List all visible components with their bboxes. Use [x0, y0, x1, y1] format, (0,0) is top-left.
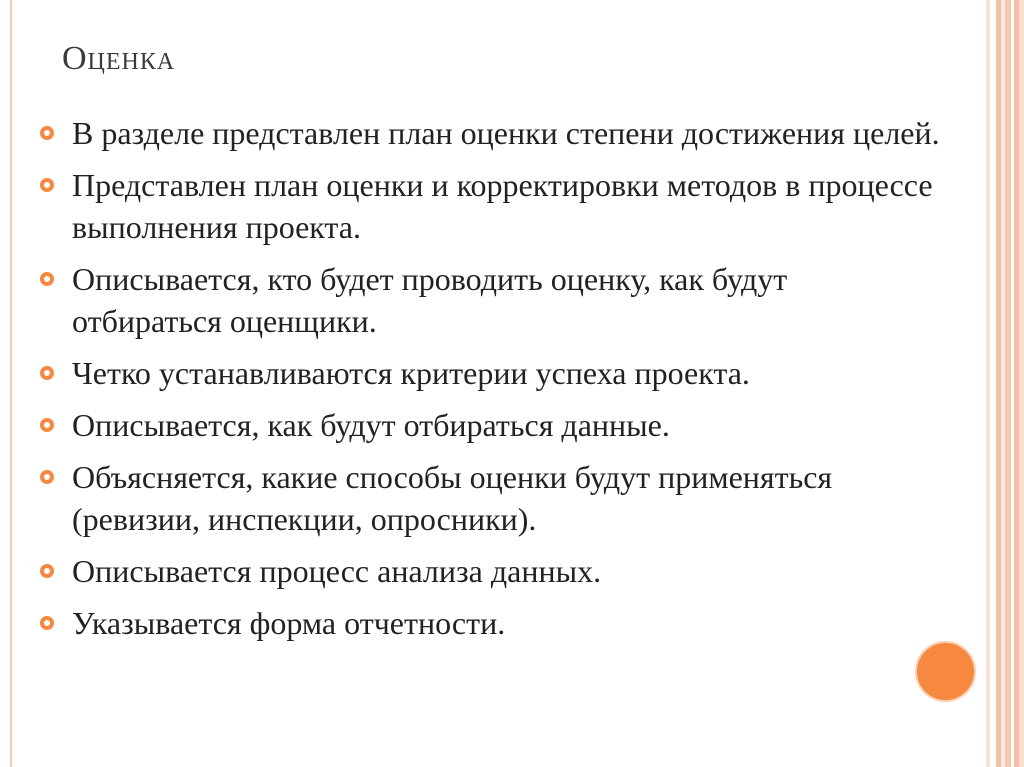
- bullet-text: Описывается процесс анализа данных.: [72, 553, 602, 589]
- ring-bullet-icon: [40, 126, 54, 140]
- bullet-item: [40, 550, 940, 592]
- ring-bullet-icon: [40, 616, 54, 630]
- orange-circle-icon: [915, 641, 976, 702]
- ring-bullet-icon: [40, 418, 54, 432]
- bullet-text: Представлен план оценки и корректировки методов в процессе выполнения проекта.: [72, 167, 933, 245]
- right-decorative-stripes: [986, 0, 1024, 767]
- bullet-list: [40, 112, 940, 654]
- bullet-item: [40, 112, 940, 154]
- bullet-text: В разделе представлен план оценки степени достижения целей.: [72, 115, 940, 151]
- bullet-item: [40, 602, 940, 644]
- bullet-item: [40, 258, 940, 342]
- ring-bullet-icon: [40, 470, 54, 484]
- bullet-text: Указывается форма отчетности.: [72, 605, 506, 641]
- slide-title: Оценка: [62, 40, 176, 77]
- bullet-item: [40, 404, 940, 446]
- bullet-text: Объясняется, какие способы оценки будут применяться (ревизии, инспекции, опросники).: [72, 459, 833, 537]
- bullet-item: [40, 456, 940, 540]
- ring-bullet-icon: [40, 178, 54, 192]
- ring-bullet-icon: [40, 564, 54, 578]
- bullet-text: Описывается, как будут отбираться данные.: [72, 407, 670, 443]
- bullet-item: [40, 164, 940, 248]
- bullet-text: Описывается, кто будет проводить оценку, как будут отбираться оценщики.: [72, 261, 788, 339]
- left-border-line: [10, 0, 12, 767]
- ring-bullet-icon: [40, 272, 54, 286]
- ring-bullet-icon: [40, 366, 54, 380]
- bullet-item: [40, 352, 940, 394]
- bullet-text: Четко устанавливаются критерии успеха проекта.: [72, 355, 750, 391]
